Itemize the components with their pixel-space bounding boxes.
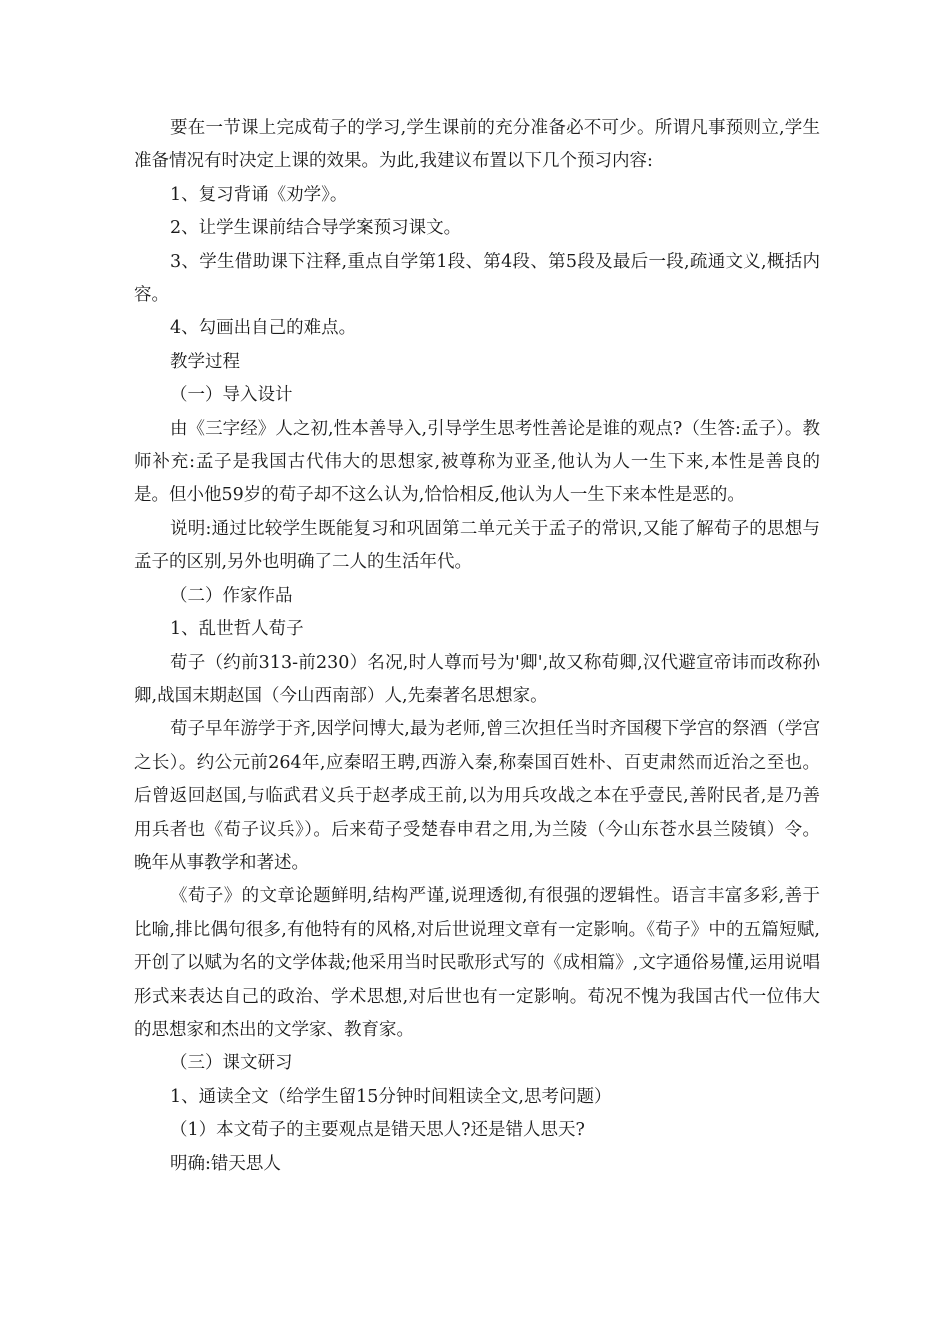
paragraph-intro-design: 由《三字经》人之初,性本善导入,引导学生思考性善论是谁的观点?（生答:孟子）。教师补充:孟子是我国古代伟大的思想家,被尊称为亚圣,他认为人一生下来,本性是善良的是。但小他59岁的荀子却不这么认为,恰恰相反,他认为人一生下来本性是恶的。: [134, 418, 820, 506]
section-heading-intro-design: （一）导入设计: [170, 385, 293, 406]
paragraph-xunzi-name: 荀子（约前313-前230）名况,时人尊而号为'卿',故又称荀卿,汉代避宣帝讳而改称孙卿,战国末期赵国（今山西南部）人,先秦著名思想家。: [134, 652, 820, 706]
section-heading-process: 教学过程: [170, 351, 240, 372]
paragraph-intro: 要在一节课上完成荀子的学习,学生课前的充分准备必不可少。所谓凡事预则立,学生准备情况有时决定上课的效果。为此,我建议布置以下几个预习内容:: [134, 118, 820, 172]
section-heading-author-works: （二）作家作品: [170, 585, 293, 606]
question-main-view: （1）本文荀子的主要观点是错天思人?还是错人思天?: [170, 1120, 585, 1141]
paragraph-note: 说明:通过比较学生既能复习和巩固第二单元关于孟子的常识,又能了解荀子的思想与孟子的区别,另外也明确了二人的生活年代。: [134, 518, 820, 573]
answer-main-view: 明确:错天思人: [170, 1153, 281, 1174]
subheading-read-through: 1、通读全文（给学生留15分钟时间粗读全文,思考问题）: [170, 1086, 612, 1107]
list-item-self-study: 3、学生借助课下注释,重点自学第1段、第4段、第5段及最后一段,疏通文义,概括内容。: [134, 251, 820, 306]
paragraph-xunzi-works: 《荀子》的文章论题鲜明,结构严谨,说理透彻,有很强的逻辑性。语言丰富多彩,善于比喻,排比偶句很多,有他特有的风格,对后世说理文章有一定影响。《荀子》中的五篇短赋,开创了以赋为名的文学体裁;他采用当时民歌形式写的《成相篇》,文字通俗易懂,运用说唱形式来表达自己的政治、学术思想,对后世也有一定影响。荀况不愧为我国古代一位伟大的思想家和杰出的文学家、教育家。: [134, 886, 820, 1040]
subheading-xunzi: 1、乱世哲人荀子: [170, 619, 304, 640]
list-item-difficulties: 4、勾画出自己的难点。: [170, 318, 357, 339]
paragraph-xunzi-life: 荀子早年游学于齐,因学问博大,最为老师,曾三次担任当时齐国稷下学宫的祭酒（学宫之长）。约公元前264年,应秦昭王聘,西游入秦,称秦国百姓朴、百吏肃然而近治之至也。后曾返回赵国,与临武君义兵于赵孝成王前,以为用兵攻战之本在乎壹民,善附民者,是乃善用兵者也《荀子议兵》）。后来荀子受楚春申君之用,为兰陵（今山东苍水县兰陵镇）令。晚年从事教学和著述。: [134, 719, 820, 873]
document-body: [134, 112, 820, 1181]
list-item-review: 1、复习背诵《劝学》。: [170, 184, 348, 205]
list-item-preview: 2、让学生课前结合导学案预习课文。: [170, 218, 462, 239]
section-heading-text-study: （三）课文研习: [170, 1053, 293, 1074]
